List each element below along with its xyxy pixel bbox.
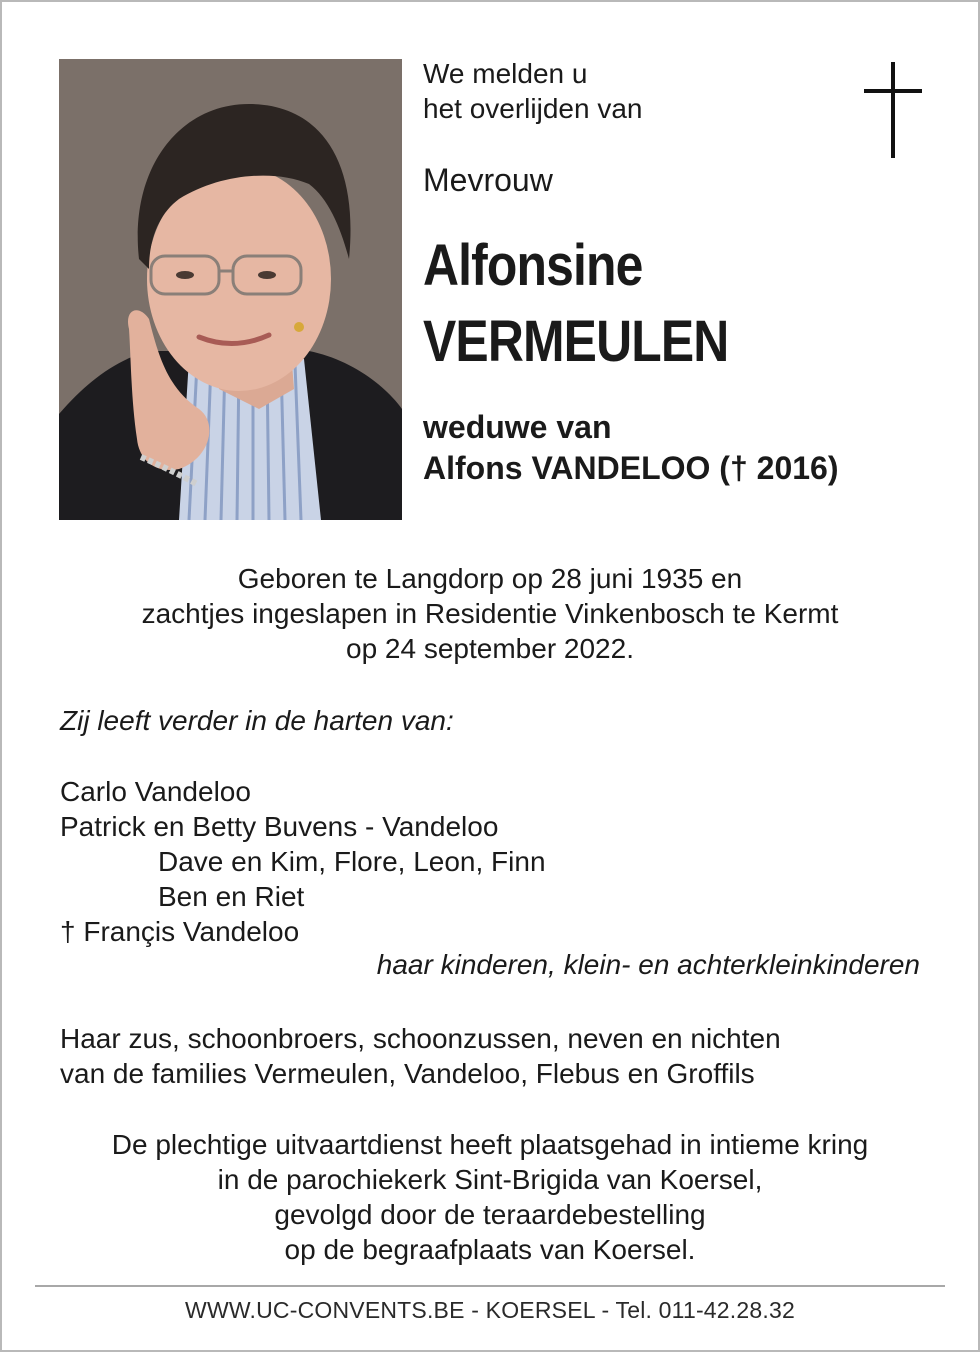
cross-icon (864, 62, 922, 158)
list-item: Ben en Riet (158, 881, 305, 912)
intro-line: het overlijden van (423, 93, 643, 124)
survivors-heading: Zij leeft verder in de harten van: (60, 705, 454, 736)
birth-line: Geboren te Langdorp op 28 juni 1935 en (237, 563, 743, 594)
service-line: in de parochiekerk Sint-Brigida van Koersel, (217, 1164, 763, 1195)
birth-line: zachtjes ingeslapen in Residentie Vinkenbosch te Kermt (141, 598, 839, 629)
list-item: Carlo Vandeloo (60, 776, 251, 807)
service-line: gevolgd door de teraardebestelling (274, 1199, 706, 1230)
service-line: op de begraafplaats van Koersel. (284, 1234, 696, 1265)
portrait-photo (59, 59, 402, 520)
deceased-first-name: Alfonsine (423, 233, 643, 298)
relation-label: haar kinderen, klein- en achterkleinkinderen (376, 949, 920, 980)
children-list (60, 774, 546, 949)
extended-family (60, 1021, 781, 1091)
intro-line: We melden u (423, 58, 588, 89)
birth-line: op 24 september 2022. (346, 633, 634, 664)
widow-line: weduwe van (423, 409, 612, 445)
footer-contact: WWW.UC-CONVENTS.BE - KOERSEL - Tel. 011-42.28.32 (185, 1297, 795, 1323)
list-item: Patrick en Betty Buvens - Vandeloo (60, 811, 499, 842)
family-line: van de families Vermeulen, Vandeloo, Flebus en Groffils (60, 1058, 755, 1089)
deceased-last-name: VERMEULEN (423, 309, 729, 374)
service-paragraph (0, 1127, 980, 1267)
service-line: De plechtige uitvaartdienst heeft plaatsgehad in intieme kring (111, 1129, 869, 1160)
widow-text (423, 407, 838, 489)
widow-line: Alfons VANDELOO († 2016) (423, 450, 839, 486)
intro-text (423, 56, 642, 126)
list-item: Dave en Kim, Flore, Leon, Finn (158, 846, 546, 877)
birth-death-paragraph (0, 561, 980, 666)
divider (35, 1285, 945, 1287)
family-line: Haar zus, schoonbroers, schoonzussen, neven en nichten (60, 1023, 781, 1054)
list-item: † Françis Vandeloo (60, 916, 300, 947)
honorific: Mevrouw (423, 162, 553, 198)
